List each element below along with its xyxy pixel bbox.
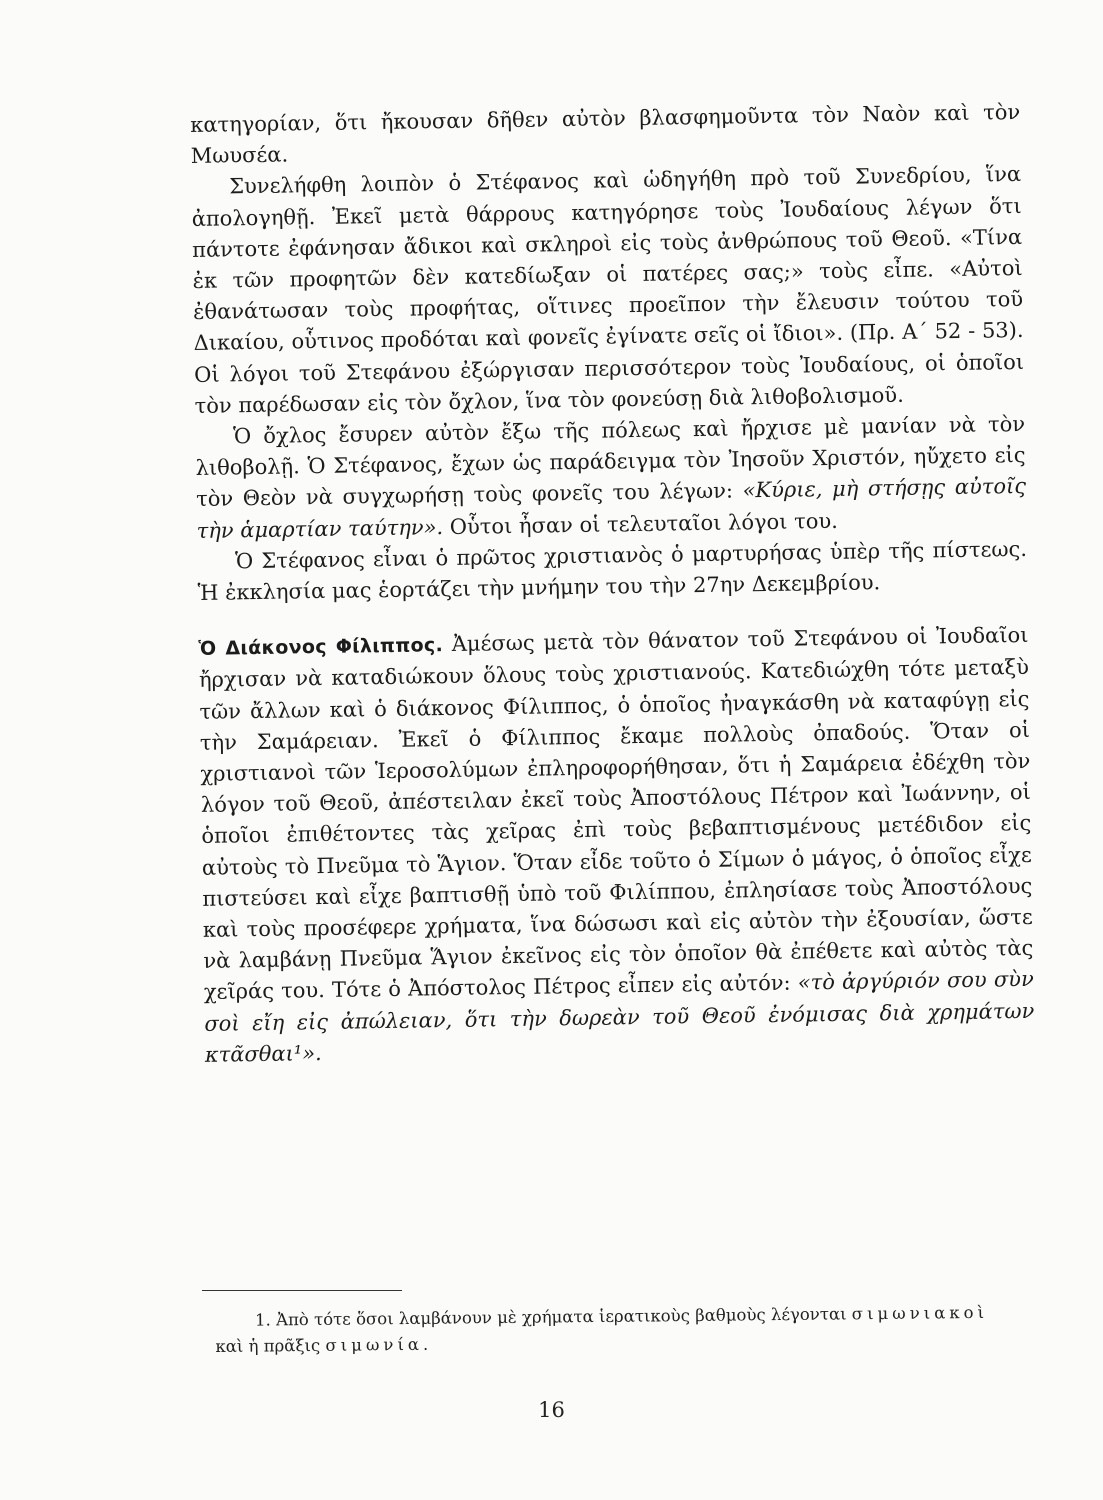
paragraph-3 (195, 409, 1027, 547)
footnote-term-simoniakoi: σιμωνιακοὶ (851, 1302, 989, 1324)
paragraph-5-text: Ἀμέσως μετὰ τὸν θάνατον τοῦ Στεφάνου οἱ Ἰουδαῖοι ἤρχισαν νὰ καταδιώκουν ὅλους τοὺς χριστιανούς. Κατεδιώχθη τότε μεταξὺ τῶν ἄλλων καὶ ὁ διάκονος Φίλιππος, ὁ ὁποῖος ἠναγκάσθη νὰ καταφύγῃ εἰς τὴν Σαμάρειαν. Ἐκεῖ ὁ Φίλιππος ἔκαμε πολλοὺς ὀπαδούς. Ὅταν οἱ χριστιανοὶ τῶν Ἱεροσολύμων ἐπληροφορήθησαν, ὅτι ἡ Σαμάρεια ἐδέχθη τὸν λόγον τοῦ Θεοῦ, ἀπέστειλαν ἐκεῖ τοὺς Ἀποστόλους Πέτρον καὶ Ἰωάννην, οἱ ὁποῖοι ἐπιθέτοντες τὰς χεῖρας ἐπὶ τοὺς βεβαπτισμένους μετέδιδον εἰς αὐτοὺς τὸ Πνεῦμα τὸ Ἅγιον. Ὅταν εἶδε τοῦτο ὁ Σίμων ὁ μάγος, ὁ ὁποῖος εἶχε πιστεύσει καὶ εἶχε βαπτισθῇ ὑπὸ τοῦ Φιλίππου, ἐπλησίασε τοὺς Ἀποστόλους καὶ τοὺς προσέφερε χρήματα, ἵνα δώσωσι καὶ εἰς αὐτὸν τὴν ἐξουσίαν, ὥστε νὰ λαμβάνῃ Πνεῦμα Ἅγιον ἐκεῖνος εἰς τὸν ὁποῖον θὰ ἐπέθετε καὶ αὐτὸς τὰς χεῖράς του. Τότε ὁ Ἀπόστολος Πέτρος εἶπεν εἰς αὐτόν: (198, 623, 1034, 1005)
paragraph-5 (198, 620, 1035, 1071)
paragraph-3-quote: «Κύριε, μὴ στήσῃς αὐτοῖς τὴν ἁμαρτίαν ταύτην». (196, 474, 1027, 543)
footnote (215, 1300, 1021, 1360)
paragraph-3-end: Οὗτοι ἦσαν οἱ τελευταῖοι λόγοι του. (449, 508, 838, 539)
paragraph-4: Ὁ Στέφανος εἶναι ὁ πρῶτος χριστιανὸς ὁ μαρτυρήσας ὑπὲρ τῆς πίστεως. Ἡ ἐκκλησία μας ἑορτάζει τὴν μνήμην του τὴν 27ην Δεκεμβρίου. (197, 536, 1028, 605)
footnote-middle: καὶ ἡ πρᾶξις (215, 1335, 321, 1356)
page-number: 16 (538, 1398, 565, 1422)
footnote-text: 1. Ἀπὸ τότε ὅσοι λαμβάνουν μὲ χρήματα ἱερατικοὺς βαθμοὺς λέγονται (255, 1304, 847, 1330)
section-heading: Ὁ Διάκονος Φίλιππος. (198, 634, 444, 661)
paragraph-5-quote: «τὸ ἀργύριόν σου σὺν σοὶ εἴη εἰς ἀπώλειαν, ὅτι τὴν δωρεὰν τοῦ Θεοῦ ἐνόμισας διὰ χρημάτων κτᾶσθαι¹». (204, 967, 1035, 1067)
footnote-rule (202, 1290, 402, 1291)
paragraph-3-text: Ὁ ὄχλος ἔσυρεν αὐτὸν ἔξω τῆς πόλεως καὶ ἤρχισε μὲ μανίαν νὰ τὸν λιθοβολῇ. Ὁ Στέφανος, ἔχων ὡς παράδειγμα τὸν Ἰησοῦν Χριστόν, ηὔχετο εἰς τὸν Θεὸν νὰ συγχωρήσῃ τοὺς φονεῖς του λέγων: (195, 411, 1026, 512)
footnote-term-simonia: σιμωνία (325, 1334, 424, 1355)
paragraph-2: Συνελήφθη λοιπὸν ὁ Στέφανος καὶ ὡδηγήθη πρὸ τοῦ Συνεδρίου, ἵνα ἀπολογηθῇ. Ἐκεῖ μετὰ θάρρους κατηγόρησε τοὺς Ἰουδαίους λέγων ὅτι πάντοτε ἐφάνησαν ἄδικοι καὶ σκληροὶ εἰς τοὺς ἀνθρώπους τοῦ Θεοῦ. «Τίνα ἐκ τῶν προφητῶν δὲν κατεδίωξαν οἱ πατέρες σας;» τοὺς εἶπε. «Αὐτοὶ ἐθανάτωσαν τοὺς προφήτας, οἵτινες προεῖπον τὴν ἔλευσιν τούτου τοῦ Δικαίου, οὗτινος προδόται καὶ φονεῖς ἐγίνατε σεῖς οἱ ἴδιοι». (Πρ. Α΄ 52 - 53). Οἱ λόγοι τοῦ Στεφάνου ἐξώργισαν περισσότερον τοὺς Ἰουδαίους, οἱ ὁποῖοι τὸν παρέδωσαν εἰς τὸν ὄχλον, ἵνα τὸν φονεύσῃ διὰ λιθοβολισμοῦ. (191, 162, 1025, 418)
footnote-end: . (422, 1334, 429, 1354)
paragraph-1: κατηγορίαν, ὅτι ἤκουσαν δῆθεν αὐτὸν βλασφημοῦντα τὸν Ναὸν καὶ τὸν Μωυσέα. (190, 99, 1021, 169)
body-text (190, 97, 1035, 1071)
